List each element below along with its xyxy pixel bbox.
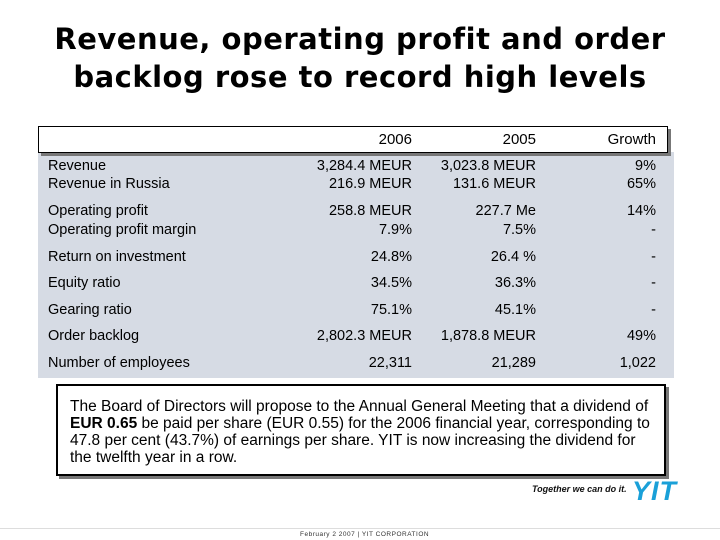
value-2006: 7.9%	[378, 222, 412, 238]
value-2005: 3,023.8 MEUR	[440, 158, 536, 174]
header-growth: Growth	[607, 131, 656, 148]
value-growth: -	[651, 249, 656, 265]
value-growth: 49%	[626, 328, 656, 344]
value-2005: 227.7 Me	[475, 203, 536, 219]
dividend-note	[70, 398, 660, 466]
row-label: Revenue	[48, 158, 107, 174]
value-growth: -	[651, 302, 656, 318]
value-growth: 9%	[635, 158, 656, 174]
value-2006: 34.5%	[370, 275, 412, 291]
header-2006: 2006	[378, 131, 412, 148]
value-growth: -	[651, 222, 656, 238]
value-2005: 7.5%	[502, 222, 536, 238]
title-line-1: Revenue, operating profit and order	[54, 22, 666, 56]
slogan: Together we can do it.	[532, 484, 627, 494]
value-2006: 2,802.3 MEUR	[316, 328, 412, 344]
value-2005: 1,878.8 MEUR	[440, 328, 536, 344]
value-2005: 21,289	[491, 355, 536, 371]
value-2006: 3,284.4 MEUR	[316, 158, 412, 174]
table-header-bar	[38, 126, 668, 153]
row-label: Gearing ratio	[48, 302, 132, 318]
row-label: Revenue in Russia	[48, 176, 170, 192]
value-growth: 14%	[626, 203, 656, 219]
row-label: Equity ratio	[48, 275, 121, 291]
value-2005: 36.3%	[494, 275, 536, 291]
value-growth: 65%	[626, 176, 656, 192]
footer-divider	[0, 528, 720, 529]
dividend-note-box	[56, 384, 666, 476]
row-label: Return on investment	[48, 249, 186, 265]
header-2005: 2005	[502, 131, 536, 148]
value-2006: 216.9 MEUR	[328, 176, 412, 192]
row-label: Operating profit	[48, 203, 148, 219]
note-text-before: The Board of Directors will propose to the Annual General Meeting that a dividend of	[70, 398, 649, 415]
row-label: Order backlog	[48, 328, 140, 344]
value-2005: 131.6 MEUR	[452, 176, 536, 192]
value-growth: -	[651, 275, 656, 291]
value-2006: 22,311	[368, 355, 412, 371]
value-2006: 258.8 MEUR	[328, 203, 412, 219]
value-growth: 1,022	[619, 355, 656, 371]
value-2005: 26.4 %	[490, 249, 536, 265]
footer-text: February 2 2007 | YIT CORPORATION	[300, 531, 430, 538]
slide-title	[20, 20, 700, 96]
value-2006: 75.1%	[370, 302, 412, 318]
yit-logo: YIT	[632, 476, 678, 506]
title-line-2: backlog rose to record high levels	[73, 60, 647, 94]
row-label: Number of employees	[48, 355, 190, 371]
value-2005: 45.1%	[494, 302, 536, 318]
note-text-after: be paid per share (EUR 0.55) for the 2006 financial year, corresponding to 47.8 per cent (43.7%) of earnings per share. YIT is now increasing the dividend for the twelfth year in a row.	[70, 415, 650, 466]
note-dividend-amount: EUR 0.65	[70, 415, 138, 432]
row-label: Operating profit margin	[48, 222, 197, 238]
value-2006: 24.8%	[370, 249, 412, 265]
